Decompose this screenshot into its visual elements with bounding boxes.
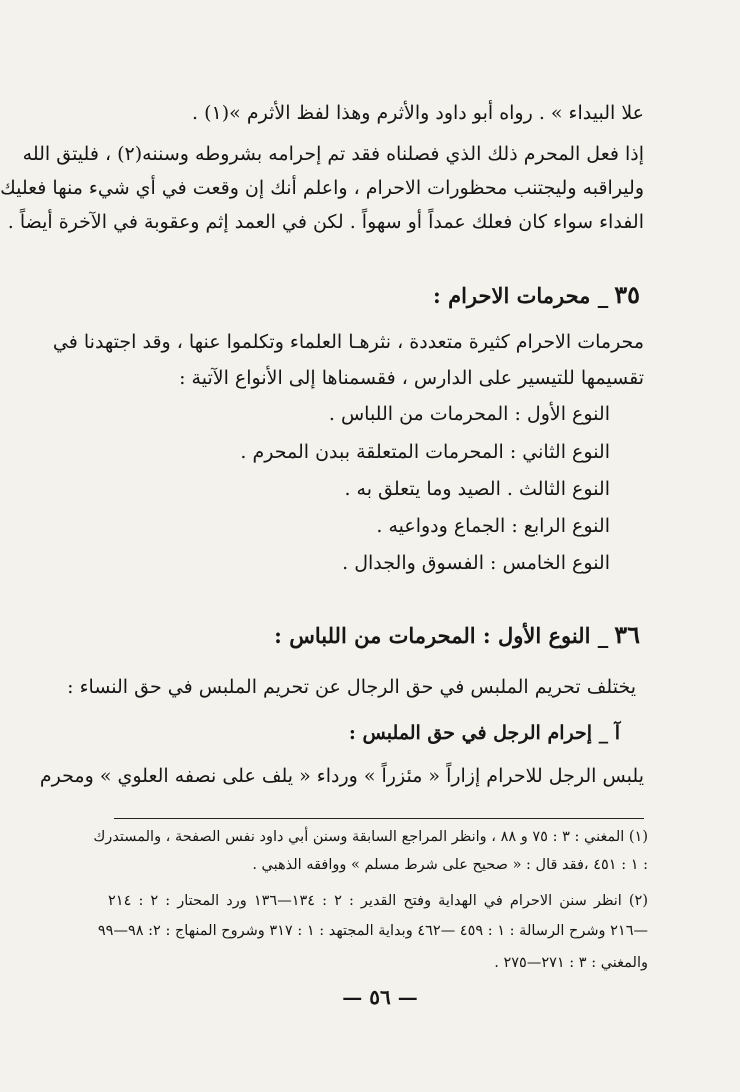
section-number: ٣٦ xyxy=(614,620,640,649)
footnote-line: (١) المغني : ٣ : ٧٥ و ٨٨ ، وانظر المراجع السابقة وسنن أبي داود نفس الصفحة ، والمستدرك xyxy=(93,829,648,845)
list-item: النوع الثاني : المحرمات المتعلقة ببدن المحرم . xyxy=(240,441,610,463)
footnote-line: (٢) انظر سنن الاحرام في الهداية وفتح القدير : ٢ : ١٣٤—١٣٦ ورد المحتار : ٢ : ٢١٤ xyxy=(108,893,648,909)
footnote-line: —٢١٦ وشرح الرسالة : ١ : ٤٥٩ —٤٦٢ وبداية المجتهد : ١ : ٣١٧ وشروح المنهاج : ٢: ٩٨—٩٩ xyxy=(97,923,648,939)
list-item: النوع الرابع : الجماع ودواعيه . xyxy=(376,515,610,537)
section-title: _ النوع الأول : المحرمات من اللباس : xyxy=(274,623,609,648)
section-title: _ محرمات الاحرام : xyxy=(433,283,609,308)
body-line: تقسيمها للتيسير على الدارس ، فقسمناها إلى الأنواع الآتية : xyxy=(179,367,644,389)
body-line: يلبس الرجل للاحرام إزاراً « مئزراً » ورداء « يلف على نصفه العلوي » ومحرم xyxy=(39,765,644,787)
body-line: إذا فعل المحرم ذلك الذي فصلناه فقد تم إحرامه بشروطه وسننه(٢) ، فليتق الله xyxy=(22,143,644,165)
list-item: النوع الخامس : الفسوق والجدال . xyxy=(342,552,610,574)
body-line: الفداء سواء كان فعلك عمداً أو سهواً . لكن في العمد إثم وعقوبة في الآخرة أيضاً . xyxy=(7,211,644,233)
body-line: علا البيداء » . رواه أبو داود والأثرم وهذا لفظ الأثرم »(١) . xyxy=(192,102,644,124)
section-number: ٣٥ xyxy=(614,280,640,309)
footnote-line: والمغني : ٣ : ٢٧١—٢٧٥ . xyxy=(494,955,648,971)
section-heading-36 xyxy=(274,620,640,649)
body-line: وليراقبه وليجتنب محظورات الاحرام ، واعلم أنك إن وقعت في أي شيء منها فعليك xyxy=(0,177,644,199)
list-item: النوع الأول : المحرمات من اللباس . xyxy=(328,403,610,425)
subsection-heading: آ _ إحرام الرجل في حق الملبس : xyxy=(348,722,620,744)
section-heading-35 xyxy=(433,280,640,309)
footnote-line: : ١ : ٤٥١ ،فقد قال : « صحيح على شرط مسلم » ووافقه الذهبي . xyxy=(252,857,648,873)
footnote-divider xyxy=(114,818,644,819)
body-line: يختلف تحريم الملبس في حق الرجال عن تحريم الملبس في حق النساء : xyxy=(67,676,636,698)
page-number: — ٥٦ — xyxy=(342,985,418,1009)
list-item: النوع الثالث . الصيد وما يتعلق به . xyxy=(344,478,610,500)
body-line: محرمات الاحرام كثيرة متعددة ، نثرهـا العلماء وتكلموا عنها ، وقد اجتهدنا في xyxy=(52,331,644,353)
